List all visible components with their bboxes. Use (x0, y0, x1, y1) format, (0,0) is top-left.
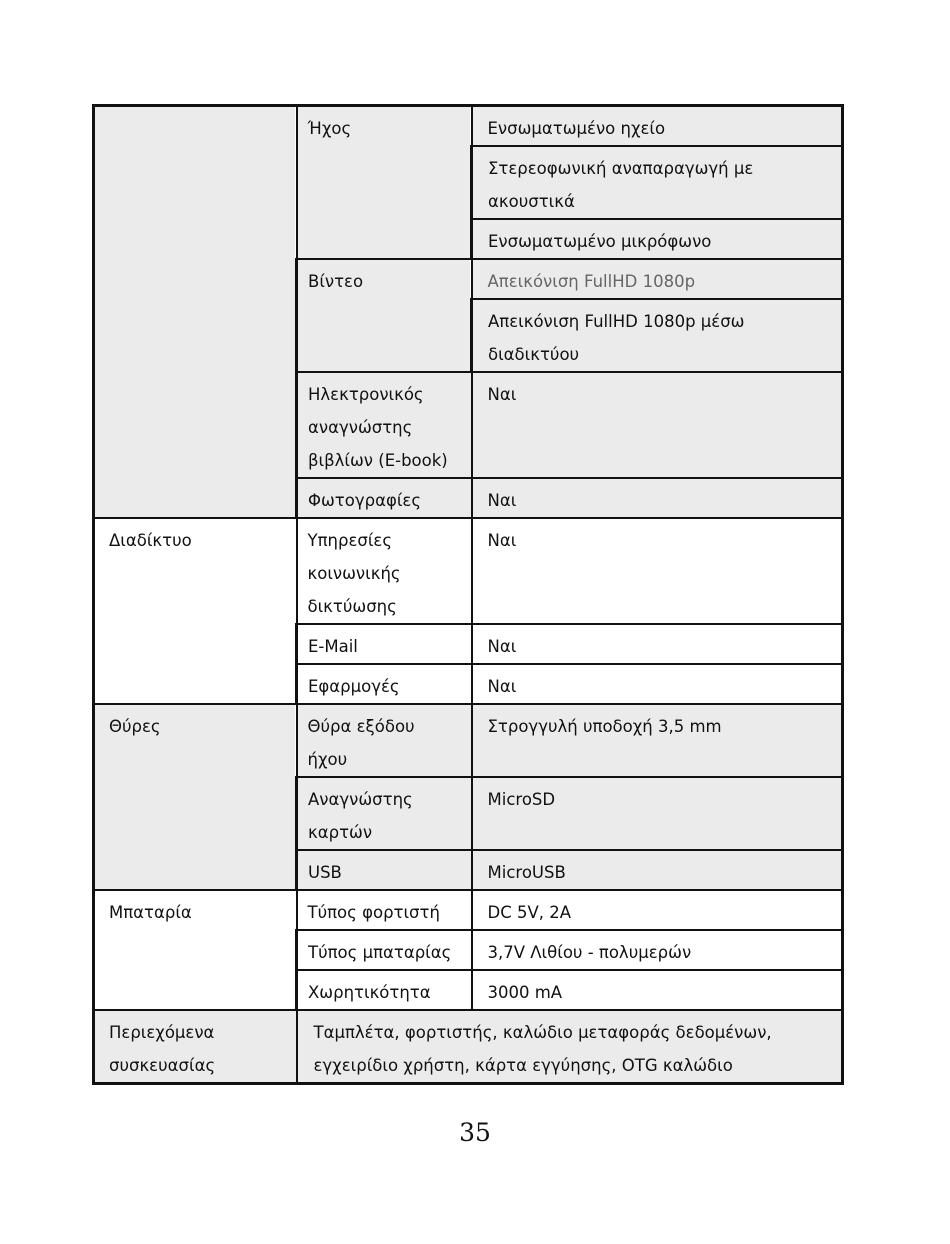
value-cell: Ενσωματωμένο μικρόφωνο (472, 219, 843, 259)
property-cell: Χωρητικότητα (297, 970, 472, 1010)
page-number: 35 (459, 1118, 491, 1147)
value-cell: Ναι (472, 478, 843, 518)
property-cell: Υπηρεσίες κοινωνικής δικτύωσης (297, 518, 472, 624)
value-cell: MicroUSB (472, 850, 843, 890)
value-cell: Ναι (472, 664, 843, 704)
category-cell-multimedia (94, 106, 297, 519)
property-cell: Αναγνώστης καρτών (297, 777, 472, 850)
category-battery: Μπαταρία (94, 890, 297, 1010)
property-ebook: Ηλεκτρονικός αναγνώστης βιβλίων (E-book) (297, 372, 472, 478)
value-cell: DC 5V, 2A (472, 890, 843, 930)
table-row (94, 1010, 843, 1084)
category-internet: Διαδίκτυο (94, 518, 297, 704)
property-cell: Τύπος φορτιστή (297, 890, 472, 930)
value-cell: Ναι (472, 372, 843, 478)
category-ports: Θύρες (94, 704, 297, 890)
table-row (94, 704, 843, 777)
value-cell: Ναι (472, 624, 843, 664)
value-cell: Ναι (472, 518, 843, 624)
value-cell: Στρογγυλή υποδοχή 3,5 mm (472, 704, 843, 777)
property-cell: Τύπος μπαταρίας (297, 930, 472, 970)
property-cell: USB (297, 850, 472, 890)
table-row (94, 106, 843, 147)
value-cell: Στερεοφωνική αναπαραγωγή με ακουστικά (472, 146, 843, 219)
property-photos: Φωτογραφίες (297, 478, 472, 518)
value-cell: Απεικόνιση FullHD 1080p μέσω διαδικτύου (472, 299, 843, 372)
value-cell: MicroSD (472, 777, 843, 850)
property-sound: Ήχος (297, 106, 472, 260)
table-row (94, 518, 843, 624)
property-video: Βίντεο (297, 259, 472, 372)
value-cell: Απεικόνιση FullHD 1080p (472, 259, 843, 299)
specifications-table (92, 104, 844, 1085)
category-package: Περιεχόμενα συσκευασίας (94, 1010, 297, 1084)
value-cell: 3,7V Λιθίου - πολυμερών (472, 930, 843, 970)
property-cell: Εφαρμογές (297, 664, 472, 704)
property-cell: Θύρα εξόδου ήχου (297, 704, 472, 777)
package-contents-value: Ταμπλέτα, φορτιστής, καλώδιο μεταφοράς δεδομένων, εγχειρίδιο χρήστη, κάρτα εγγύησης, OTG καλώδιο (297, 1010, 843, 1084)
table-row (94, 890, 843, 930)
value-cell: Ενσωματωμένο ηχείο (472, 106, 843, 147)
property-cell: E-Mail (297, 624, 472, 664)
value-cell: 3000 mA (472, 970, 843, 1010)
